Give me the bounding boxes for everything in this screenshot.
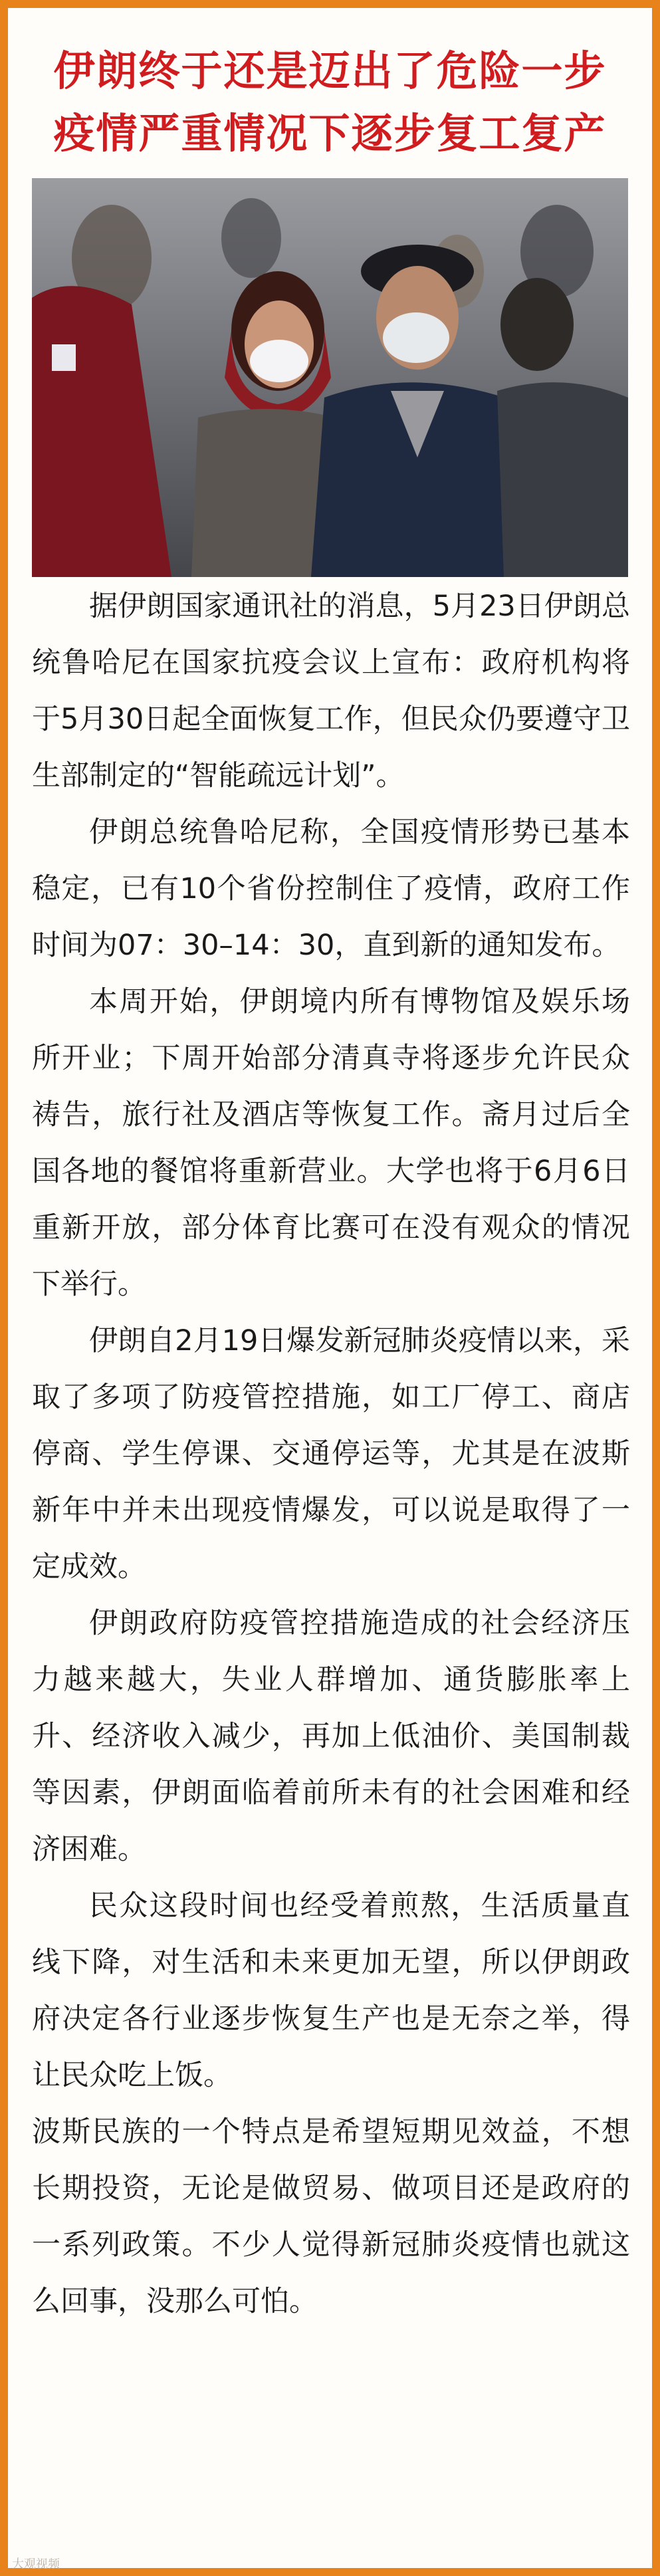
article-paragraph-2: 伊朗总统鲁哈尼称，全国疫情形势已基本稳定，已有10个省份控制住了疫情，政府工作时间为07：30–14：30，直到新的通知发布。 bbox=[32, 816, 630, 962]
headline bbox=[8, 40, 652, 165]
headline-line-2: 疫情严重情况下逐步复工复产 bbox=[53, 109, 607, 158]
watermark: 大观视频 bbox=[12, 2557, 60, 2571]
article-paragraph-6: 民众这段时间也经受着煎熬，生活质量直线下降，对生活和未来更加无望，所以伊朗政府决定各行业逐步恢复生产也是无奈之举，得让民众吃上饭。 bbox=[32, 1889, 630, 2092]
article-paragraph-4: 伊朗自2月19日爆发新冠肺炎疫情以来，采取了多项了防疫管控措施，如工厂停工、商店停商、学生停课、交通停运等，尤其是在波斯新年中并未出现疫情爆发，可以说是取得了一定成效。 bbox=[32, 1324, 630, 1583]
headline-line-1: 伊朗终于还是迈出了危险一步 bbox=[53, 47, 607, 95]
masked-pedestrians-image bbox=[32, 178, 628, 577]
article-body bbox=[32, 578, 630, 2330]
article-paragraph-3: 本周开始，伊朗境内所有博物馆及娱乐场所开业；下周开始部分清真寺将逐步允许民众祷告，旅行社及酒店等恢复工作。斋月过后全国各地的餐馆将重新营业。大学也将于6月6日重新开放，部分体育比赛可在没有观众的情况下举行。 bbox=[32, 985, 630, 1301]
article-paragraph-5: 伊朗政府防疫管控措施造成的社会经济压力越来越大，失业人群增加、通货膨胀率上升、经济收入减少，再加上低油价、美国制裁等因素，伊朗面临着前所未有的社会困难和经济困难。 bbox=[32, 1607, 630, 1866]
article-paragraph-1: 据伊朗国家通讯社的消息，5月23日伊朗总统鲁哈尼在国家抗疫会议上宣布：政府机构将于5月30日起全面恢复工作，但民众仍要遵守卫生部制定的“智能疏远计划”。 bbox=[32, 590, 630, 792]
news-photo bbox=[32, 178, 628, 577]
article-paragraph-7: 波斯民族的一个特点是希望短期见效益，不想长期投资，无论是做贸易、做项目还是政府的一系列政策。不少人觉得新冠肺炎疫情也就这么回事，没那么可怕。 bbox=[32, 2115, 630, 2318]
